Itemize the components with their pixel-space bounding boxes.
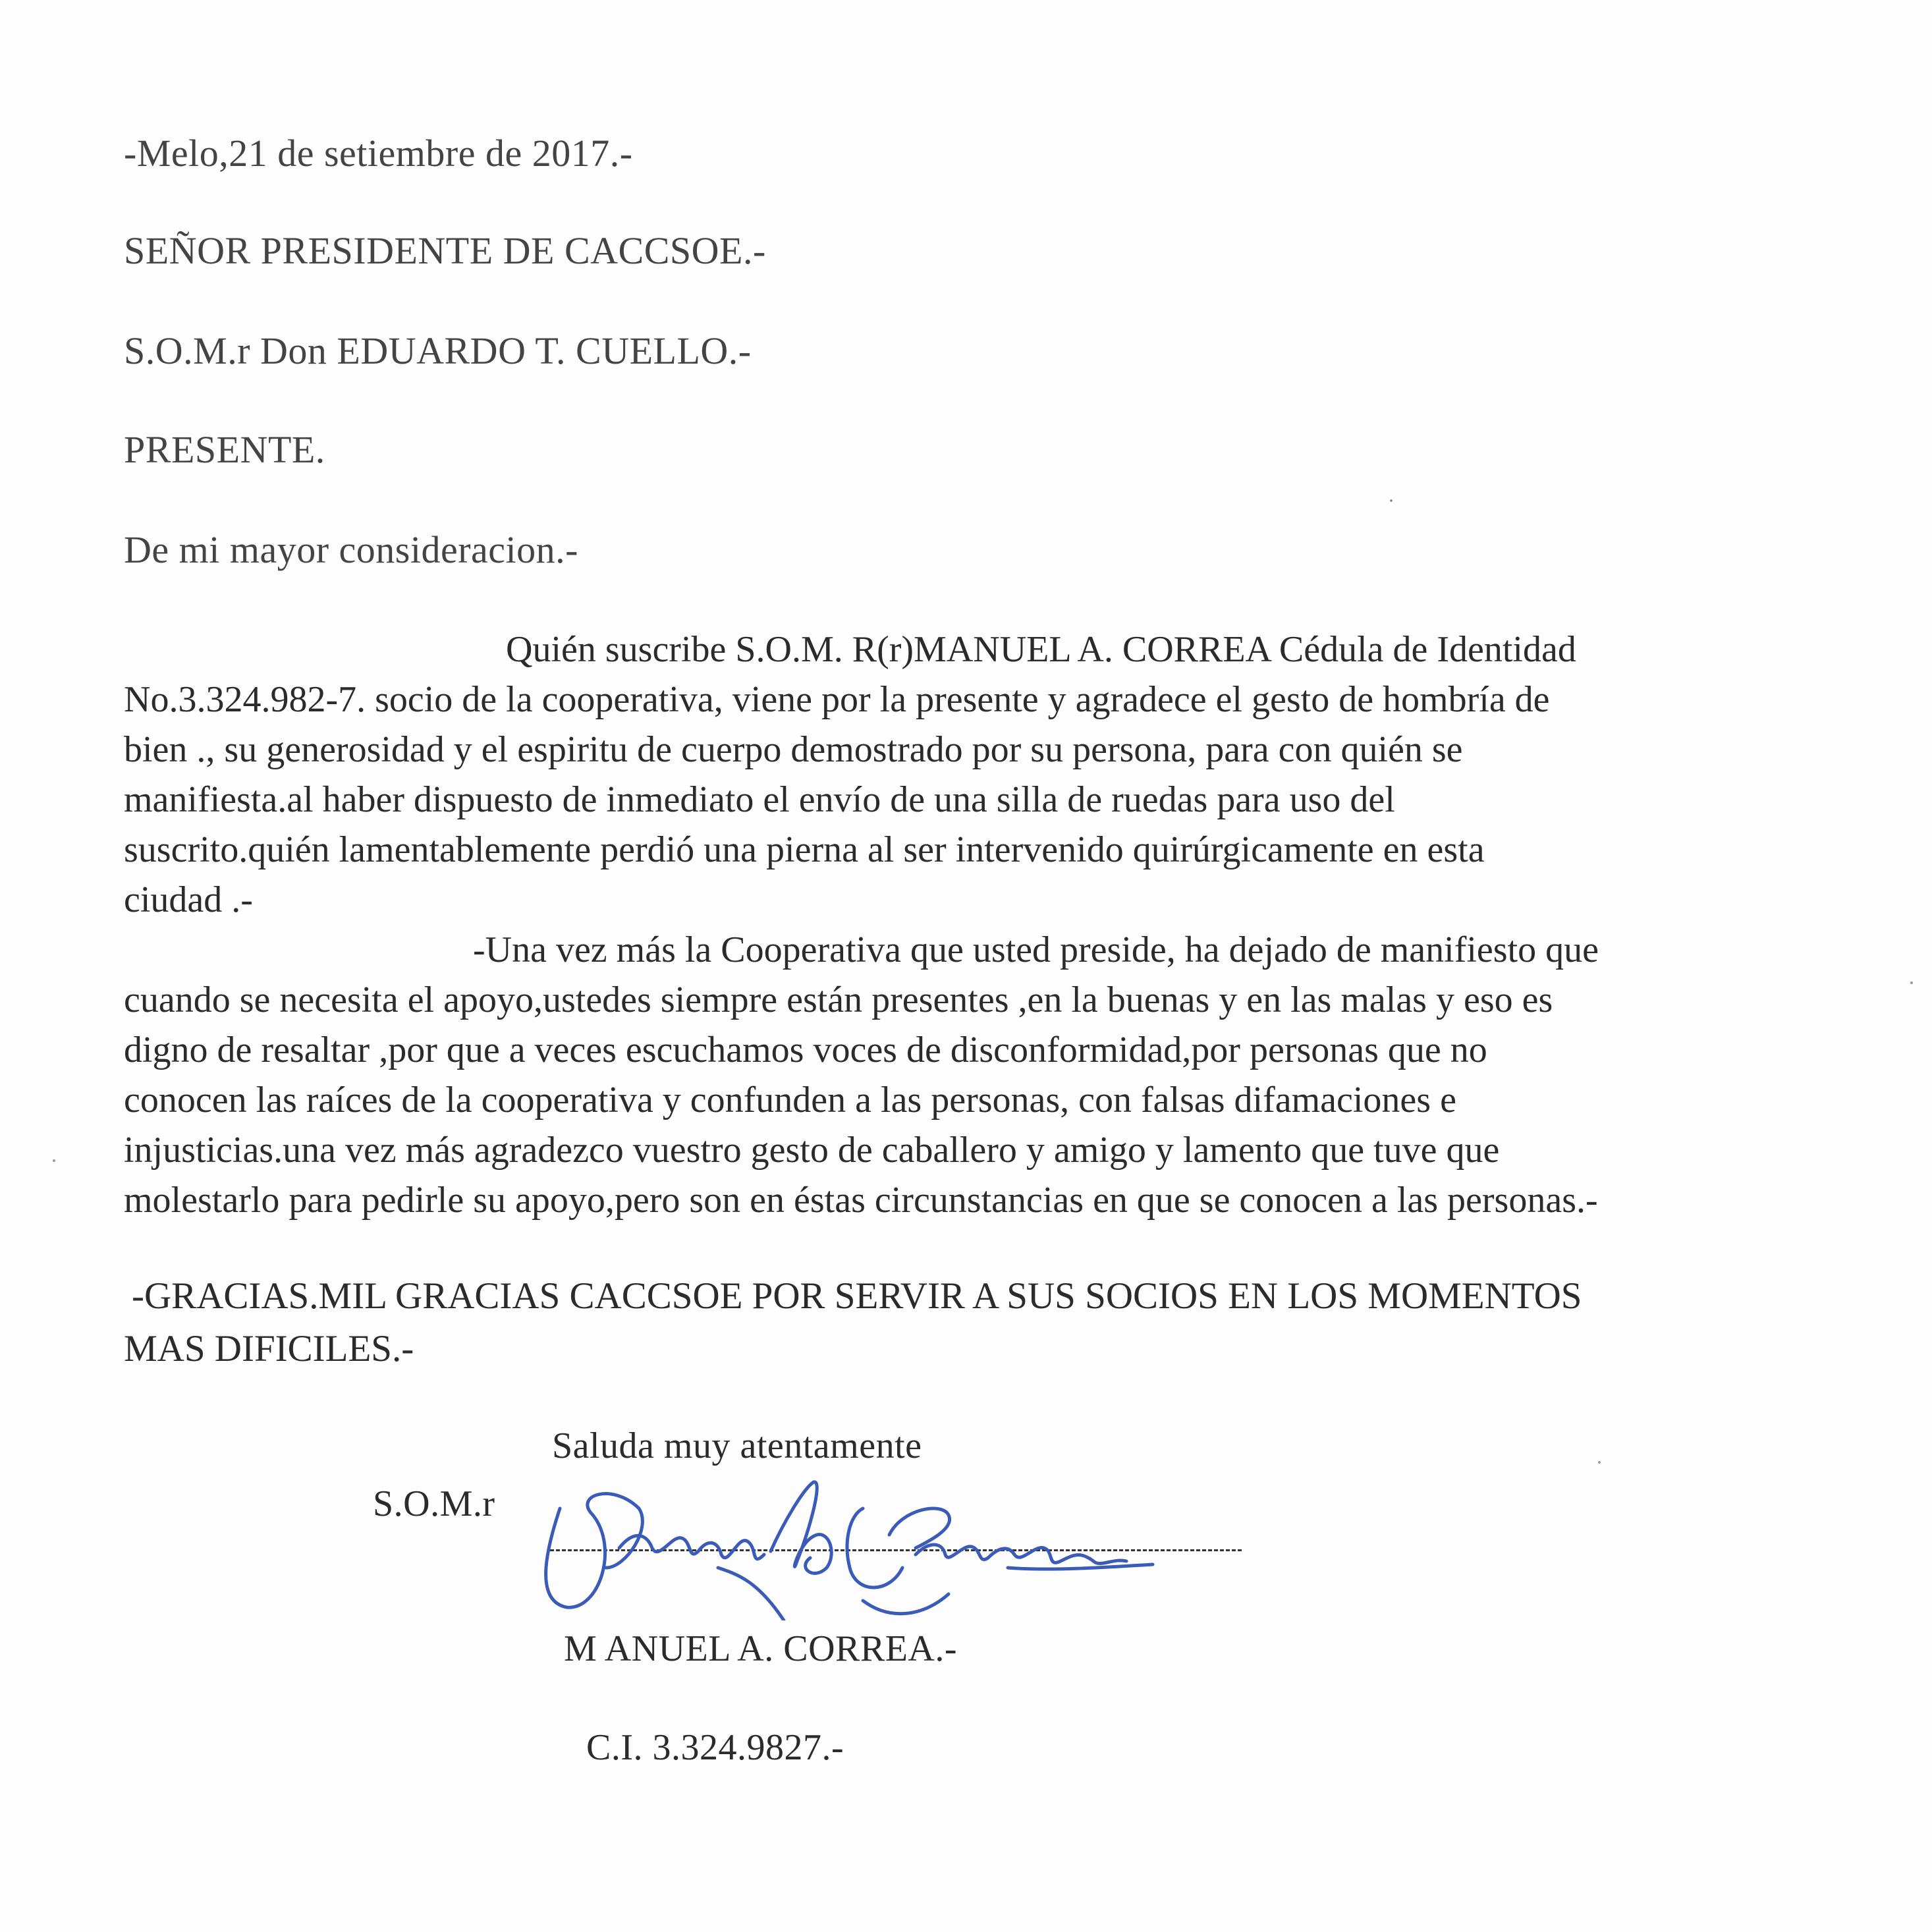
paragraph-1-line: bien ., su generosidad y el espiritu de cuerpo demostrado por su persona, para con quién se bbox=[124, 729, 1463, 770]
signer-id: C.I. 3.324.9827.- bbox=[586, 1727, 844, 1768]
scan-speck bbox=[53, 1159, 55, 1162]
handwritten-signature bbox=[520, 1469, 1192, 1620]
scan-speck bbox=[1910, 981, 1913, 984]
paragraph-2-line: digno de resaltar ,por que a veces escuchamos voces de disconformidad,por personas que no bbox=[124, 1030, 1487, 1070]
paragraph-1-line: Quién suscribe S.O.M. R(r)MANUEL A. CORREA Cédula de Identidad bbox=[506, 629, 1576, 670]
regards-line: Saluda muy atentamente bbox=[552, 1425, 922, 1466]
closing-line: MAS DIFICILES.- bbox=[124, 1328, 414, 1369]
paragraph-2-line: cuando se necesita el apoyo,ustedes siempre están presentes ,en la buenas y en las malas y eso es bbox=[124, 980, 1553, 1020]
date-line: -Melo,21 de setiembre de 2017.- bbox=[124, 132, 633, 175]
scan-speck bbox=[1598, 1461, 1601, 1464]
paragraph-2-line: -Una vez más la Cooperativa que usted preside, ha dejado de manifiesto que bbox=[473, 929, 1599, 970]
salutation: De mi mayor consideracion.- bbox=[124, 528, 578, 571]
recipient-title: SEÑOR PRESIDENTE DE CACCSOE.- bbox=[124, 229, 766, 272]
signer-name: M ANUEL A. CORREA.- bbox=[564, 1628, 958, 1669]
paragraph-2-line: molestarlo para pedirle su apoyo,pero son en éstas circunstancias en que se conocen a las personas.- bbox=[124, 1180, 1598, 1221]
paragraph-1-line: suscrito.quién lamentablemente perdió una pierna al ser intervenido quirúrgicamente en esta bbox=[124, 829, 1485, 870]
paragraph-1-line: manifiesta.al haber dispuesto de inmediato el envío de una silla de ruedas para uso del bbox=[124, 779, 1395, 820]
presente-line: PRESENTE. bbox=[124, 428, 325, 471]
recipient-name: S.O.M.r Don EDUARDO T. CUELLO.- bbox=[124, 329, 752, 372]
scan-speck bbox=[1390, 499, 1393, 502]
paragraph-2-line: conocen las raíces de la cooperativa y confunden a las personas, con falsas difamaciones e bbox=[124, 1080, 1456, 1120]
closing-line: -GRACIAS.MIL GRACIAS CACCSOE POR SERVIR A SUS SOCIOS EN LOS MOMENTOS bbox=[132, 1275, 1582, 1317]
paragraph-2-line: injusticias.una vez más agradezco vuestro gesto de caballero y amigo y lamento que tuve que bbox=[124, 1130, 1500, 1171]
rank-prefix: S.O.M.r bbox=[373, 1483, 495, 1524]
paragraph-1-line: ciudad .- bbox=[124, 879, 253, 920]
paragraph-1-line: No.3.324.982-7. socio de la cooperativa, viene por la presente y agradece el gesto de hombría de bbox=[124, 679, 1550, 720]
